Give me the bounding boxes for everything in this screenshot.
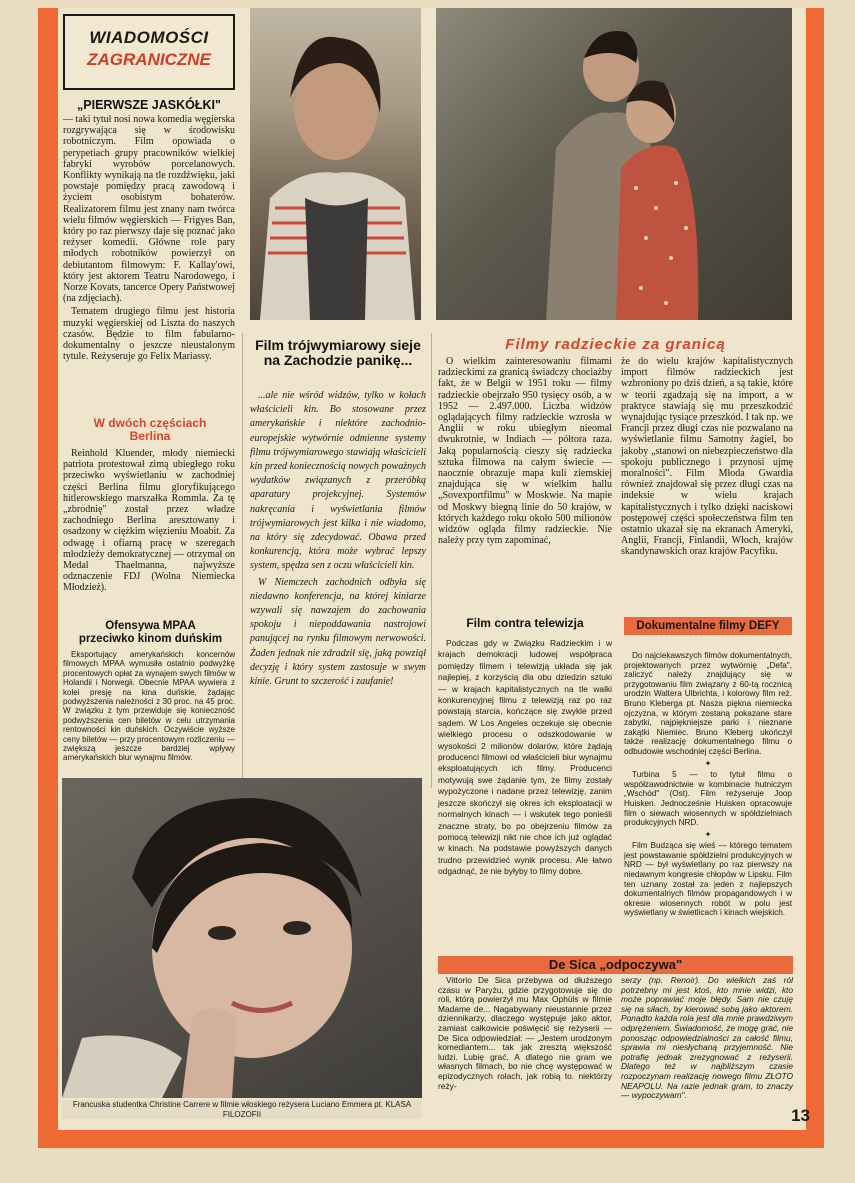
page-content (58, 8, 810, 1130)
article-body-de-sica-left (438, 976, 612, 1093)
article-title-berlin: W dwóch częściach Berlina (93, 416, 207, 443)
orange-border (38, 8, 824, 1148)
diamond-separator-icon: ✦ (704, 758, 712, 768)
photo-christine-carrere (62, 778, 422, 1098)
article-body-mpaa (63, 650, 235, 765)
photo-caption: Francuska studentka Christine Carrere w filmie włoskiego reżysera Luciano Emmera pt. KLASA FILOZOFII (62, 1100, 422, 1119)
photo-nora-kovats (250, 8, 421, 320)
student-portrait-icon (62, 778, 422, 1098)
paragraph: serzy (np. Renoir). Do wielkich zaś ról potrzebny mi jest ktoś, kto mnie widzi, kto może poprawiać moje błędy. Sam nie czuję się na siłach, by kierować sobą jako aktorem. Ponadto każda rola jest dla mnie prawdziwym odprężeniem. Świadomość, że mogę grać, nie ponosząc odpowiedzialności za całość filmu, sprawia mi niesłychaną przyjemność. Nie potrafię jednak zrezygnować z reżyserii. Dlatego też w najbliższym czasie rozpoczynam realizację nowego filmu ZŁOTO NEAPOLU. Na razie jednak gram, to znaczy — wypoczywam". (621, 975, 793, 1101)
article-title-pierwsze-jaskolki: „PIERWSZE JASKÓŁKI" (77, 98, 221, 112)
header-line-2: ZAGRANICZNE (87, 50, 211, 69)
article-body-radzieckie-left (438, 356, 612, 548)
paragraph: Reinhold Kluender, młody niemiecki patriota protestował zimą ubiegłego roku przeciwko wyświetlaniu w zachodniej części Berlina filmu gloryfikującego hitlerowskiego marszałka Rommla. Za tę „zbrodnię" został przez władze zachodniego Berlina aresztowany i osadzony w ciężkim więzieniu Moabit. Za odwagę i ofiarną pracę w szeregach młodzieży demokratycznej — otrzymał on Medal Thaelmanna, najwyższe odznaczenie FDJ (Wolna Niemiecka Młodzież). (63, 448, 235, 594)
article-body-de-sica-right (621, 976, 793, 1103)
article-body-film-3d (250, 389, 426, 691)
article-body-berlin (63, 448, 235, 596)
couple-portrait-icon (436, 8, 792, 320)
article-title-filmy-radzieckie: Filmy radzieckie za granicą (505, 336, 726, 353)
section-header-box (63, 14, 235, 90)
article-title-film-3d: Film trójwymiarowy sieje na Zachodzie panikę... (255, 337, 421, 368)
paragraph: Eksportujący amerykańskich koncernów filmowych MPAA wymusiła ostatnio podwyżkę procentowych opłat za wynajem swych filmów w Holandii i Norwegii. Obecnie MPAA wywiera z kolei presję na kina duńskie, żądając podwyższenia należności z 30 proc. na 45 proc. W związku z tym przewiduje się konieczność podwyższenia cen biletów w celu utrzymania rentowności kin duńskich. Oczywiście wyższe ceny biletów — przy procentowym rozliczeniu — zwiększą jeszcze bardziej wpływy amerykańskich biur wynajmu filmów. (63, 650, 235, 763)
article-title-mpaa: Ofensywa MPAA przeciwko kinom duńskim (78, 620, 223, 645)
paragraph: że do wielu krajów kapitalistycznych import filmów radzieckich jest wzbroniony po dziś dzień, a są takie, które w teorii zgadzają się na import, a w praktyce stawiają się mu przeszkodzić wynajdując tysiące przeszkód. I tak np. we Francji przez długi czas nie pozwalano na wyświetlanie filmu Samotny żagiel, bo jakoby „stanowi on niebezpieczeństwo dla spokoju publicznego i przynosi ujmę moralności". Film Młoda Gwardia również znajdował się przez długi czas na indeksie w wielu krajach kapitalistycznych i tylko dzięki naciskowi postępowej części społeczeństwa film ten ostatnio ukazał się na ekranach Ameryki, Anglii, Francji, Finlandii, Włoch, krajów skandynawskich oraz krajów Pacyfiku. (621, 356, 793, 558)
paragraph: W Niemczech zachodnich odbyła się niedawno konferencja, na której kiniarze wzywali się nawzajem do zachowania spokoju i niepoddawania nastrojowi panującej na rynku filmowym nerwowości. Żaden jednak nie zdradził się, jaką powziął decyzję i który system zastosuje w swym kinie. Grunt to szczerość i zaufanie! (250, 576, 426, 688)
column-divider (431, 333, 432, 788)
paragraph: — taki tytuł nosi nowa komedia węgierska rozgrywająca się w środowisku robotniczym. Film opowiada o perypetiach grupy pracowników wielkiej fabryki wyrobów porcelanowych. Konflikty wynikają na tle rozdźwięku, jaki powstaje pomiędzy pracą zawodową i życiem osobistym bohaterów. Realizatorem filmu jest znany nam twórca wielu filmów węgierskich — Frigyes Ban, który po raz pierwszy daje się poznać jako reżyser komedii. Główne role pary młodych robotników powierzył on debiutantom filmowym: F. Kallay'owi, który jest aktorem Teatru Narodowego, i Norze Kovats, tancerce Opery Państwowej (na zdjęciach). (63, 114, 235, 305)
article-body-radzieckie-right (621, 356, 793, 560)
diamond-separator-icon: ✦ (704, 829, 712, 839)
paragraph: Film Budząca się wieś — którego tematem jest powstawanie spółdzielni produkcyjnych w NRD — był wyświetlany po raz pierwszy na niedawnym kongresie chłopów w Lipsku. Film ten uznany został za jeden z najlepszych dokumentalnych filmów propagandowych i w okresie wiosennych robót w polu jest wyświetlany w świetlicach i kinach wiejskich. (624, 841, 792, 918)
page-number: 13 (791, 1106, 810, 1125)
photo-couple (436, 8, 792, 320)
paragraph: Tematem drugiego filmu jest historia muzyki węgierskiej od Liszta do naszych czasów. Będzie to film fabularno-dokumentalny o jeszcze nieustalonym tytule. Reżyseruje go Felix Mariassy. (63, 306, 235, 363)
header-line-1: WIADOMOŚCI (89, 28, 209, 47)
article-title-de-sica: De Sica „odpoczywa" (438, 956, 793, 974)
paragraph: Turbina 5 — to tytuł filmu o współzawodnictwie w kombinacie hutniczym „Wschód" (Ost). Film reżyseruje Joop Huisken. Jednocześnie Huisken opracowuje film o siewach wiosennych w spółdzielniach produkcyjnych NRD. (624, 770, 792, 828)
article-title-defy: Dokumentalne filmy DEFY (624, 617, 792, 635)
article-title-film-contra-telewizja: Film contra telewizja (466, 616, 584, 630)
paragraph: ...ale nie wśród widzów, tylko w kołach właścicieli kin. Bo stosowane przez amerykańskie i niektóre zachodnio-europejskie wytwórnie odmienne systemy filmu trójwymiarowego stawiają właścicieli kin przed koniecznością nowych poważnych wydatków związanych z przeróbką aparatury projekcyjnej. Systemów nakręcania i wyświetlania filmów trójwymiarowych jest kilka i nie wiadomo, na który się zdecydować. Obawa przed konkurencją, która może wybrać lepszy system, spędza sen z oczu właścicieli kin. (250, 390, 426, 572)
paragraph: Do najciekawszych filmów dokumentalnych, projektowanych przez wytwórnię „Defa", zaliczyć należy znajdujący się w przygotowaniu film związany z 60-tą rocznicą urodzin Waltera Ulbrichta, i kolorowy film reż. Bruno Kleberga pt. Nasza piękna niemiecka ojczyzna, w którym zostaną pokazane stare zabytki, najpiękniejsze parki i nieznane zakątki Niemiec. Bruno Kleberg ukończył także realizację dokumentalnego filmu o odbudowie wschodniej części Berlina. (624, 651, 792, 756)
article-body-film-contra-telewizja (438, 638, 612, 880)
woman-portrait-icon (250, 8, 421, 320)
paragraph: O wielkim zainteresowaniu filmami radzieckimi za granicą świadczy chociażby fakt, że w Belgii w 1951 roku — filmy radzieckie obejrzało 950 tysięcy osób, a w 1952 — 2.497.000. Liczba widzów oglądających filmy radzieckie wzrosła w Anglii w roku ubiegłym nieomal dwukrotnie, w Indiach — półtora raza. Jaką popularnością cieszy się radziecka sztuka filmowa na całym świecie — naocznie obrazuje mapa kuli ziemskiej znajdująca się w wielkim hallu „Sovexportfilmu" w Moskwie. Na mapie od Moskwy biegną linie do 50 krajów, w których każdego roku około 500 milionów widzów ogląda filmy radzieckie. Nie należy przy tym zapominać, (438, 356, 612, 547)
column-divider (242, 333, 243, 788)
article-body-pierwsze-jaskolki (63, 114, 235, 364)
article-body-defy (624, 651, 792, 920)
paragraph: Podczas gdy w Związku Radzieckim i w krajach demokracji ludowej współpraca pomiędzy filmem i telewizją układa się jak najlepiej, z korzyścią dla obu dziedzin sztuki — w krajach kapitalistycznych na tle walki konkurencyjnej filmu z telewizją raz po raz powstają starcia, kończące się zwykle przed sądem. W Los Angeles oczekuje się obecnie wielkiego procesu o odszkodowanie w wysokości 2 milionów dolarów, które żądają producenci filmowi od właścicieli biur wynajmu eksploatujących ich filmy. Producenci motywują swe żądanie tym, że filmy zostały wypożyczone i nadane przez telewizję, zanim jeszcze skończył się okres ich eksploatacji w normalnych kinach — i wskutek tego ponieśli znaczne straty, bo po obejrzeniu filmów za pomocą telewizji nikt nie chce ich już oglądać w kinach. Na podstawie powyższych danych trudno przewidzieć wynik procesu. Ale łatwo odgadnąć, że nie byłyby to filmy dobre. (438, 638, 612, 877)
paragraph: Vittorio De Sica przebywa od dłuższego czasu w Paryżu, gdzie przygotowuje się do roli, którą powierzył mu Max Ophüls w filmie Madame de... Nagabywany nieustannie przez dziennikarzy, dlaczego występuje jako aktor, zamiast całkowicie poświęcić się reżyserii — De Sica odpowiedział: — „Jestem urodzonym komediantem... tak jak zresztą większość ludzi. Lubię grać. A dlatego nie gram we własnych filmach, bo nie chcę występować w epizodycznych rolach, jak robią to. niektórzy reży- (438, 975, 612, 1091)
